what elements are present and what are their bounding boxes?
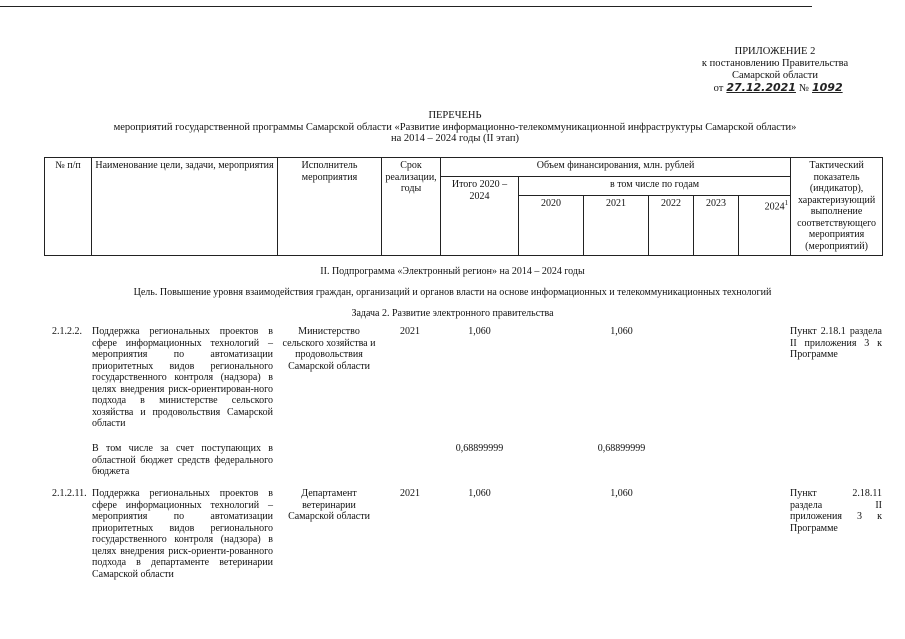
header-year-2024: 2024 xyxy=(764,201,785,213)
row-executor: Департамент ветеринарии Самарской области xyxy=(288,488,370,522)
row-executor: Министерство сельского хозяйства и продовольствия Самарской области xyxy=(282,326,376,372)
row-name: В том числе за счет поступающих в областной бюджет средств федерального бюджета xyxy=(92,443,273,477)
row-indicator: Пункт 2.18.1 раздела II приложения 3 к Программе xyxy=(790,326,882,360)
row-value-2021: 0,68899999 xyxy=(597,443,646,454)
document-subtitle: мероприятий государственной программы Самарской области «Развитие информационно-телекоммуникационной инфраструктуры Самарской области» xyxy=(113,121,797,133)
header-year-2021: 2021 xyxy=(584,196,649,256)
document-period: на 2014 – 2024 годы (II этап) xyxy=(390,133,520,144)
row-number: 2.1.2.2. xyxy=(52,326,82,337)
header-executor: Исполнитель мероприятия xyxy=(278,158,382,256)
header-term: Срок реализации, годы xyxy=(382,158,441,256)
row-indicator: Пункт 2.18.11 раздела II приложения 3 к Программе xyxy=(790,488,882,534)
document-title-block xyxy=(60,110,850,145)
table-header xyxy=(44,157,883,256)
footnote-marker: 1 xyxy=(784,199,789,207)
row-year: 2021 xyxy=(400,488,420,499)
document-title: ПЕРЕЧЕНЬ xyxy=(428,110,482,121)
row-name: Поддержка региональных проектов в сфере информационных технологий – мероприятия по автоматизации приоритетных видов регионального государственного контроля (надзора) в целях внедрения риск-ориенти-рованного подхода в департаменте ветеринарии Самарской области xyxy=(92,488,273,580)
page-top-rule xyxy=(0,6,812,7)
decree-number: 1092 xyxy=(812,81,843,94)
row-year: 2021 xyxy=(400,326,420,337)
row-value-2021: 1,060 xyxy=(610,326,633,337)
header-name: Наименование цели, задачи, мероприятия xyxy=(92,158,278,256)
goal-heading: Цель. Повышение уровня взаимодействия граждан, организаций и органов власти на основе информационных и телекоммуникационных технологий xyxy=(133,287,772,298)
header-indicator: Тактический показатель (индикатор), характеризующий выполнение соответствующего мероприятия (мероприятий) xyxy=(791,158,883,256)
header-year-2022: 2022 xyxy=(649,196,694,256)
row-total: 1,060 xyxy=(468,488,491,499)
header-year-2023: 2023 xyxy=(694,196,739,256)
row-total: 0,68899999 xyxy=(455,443,504,454)
from-label: от xyxy=(713,83,724,94)
appendix-line-1: к постановлению Правительства xyxy=(701,58,849,69)
appendix-title: ПРИЛОЖЕНИЕ 2 xyxy=(734,46,816,57)
header-num: № п/п xyxy=(45,158,92,256)
number-label: № xyxy=(798,83,809,94)
decree-date: 27.12.2021 xyxy=(726,81,796,94)
header-year-2024-cell xyxy=(739,196,791,256)
appendix-line-2: Самарской области xyxy=(732,70,818,81)
header-year-2020: 2020 xyxy=(519,196,584,256)
appendix-block xyxy=(690,46,860,95)
row-number: 2.1.2.11. xyxy=(52,488,87,499)
row-name: Поддержка региональных проектов в сфере информационных технологий – мероприятия по автоматизации приоритетных видов регионального государственного контроля (надзора) в целях внедрения риск-ориентирован-ного подхода в министерстве сельского хозяйства и продовольствия Самарской области xyxy=(92,326,273,429)
header-total: Итого 2020 – 2024 xyxy=(441,177,519,256)
header-by-years: в том числе по годам xyxy=(519,177,791,196)
task-heading: Задача 2. Развитие электронного правительства xyxy=(351,308,554,319)
row-value-2021: 1,060 xyxy=(610,488,633,499)
subprogram-heading: II. Подпрограмма «Электронный регион» на 2014 – 2024 годы xyxy=(320,266,585,277)
appendix-signature-line xyxy=(690,82,860,95)
header-funding: Объем финансирования, млн. рублей xyxy=(441,158,791,177)
row-total: 1,060 xyxy=(468,326,491,337)
